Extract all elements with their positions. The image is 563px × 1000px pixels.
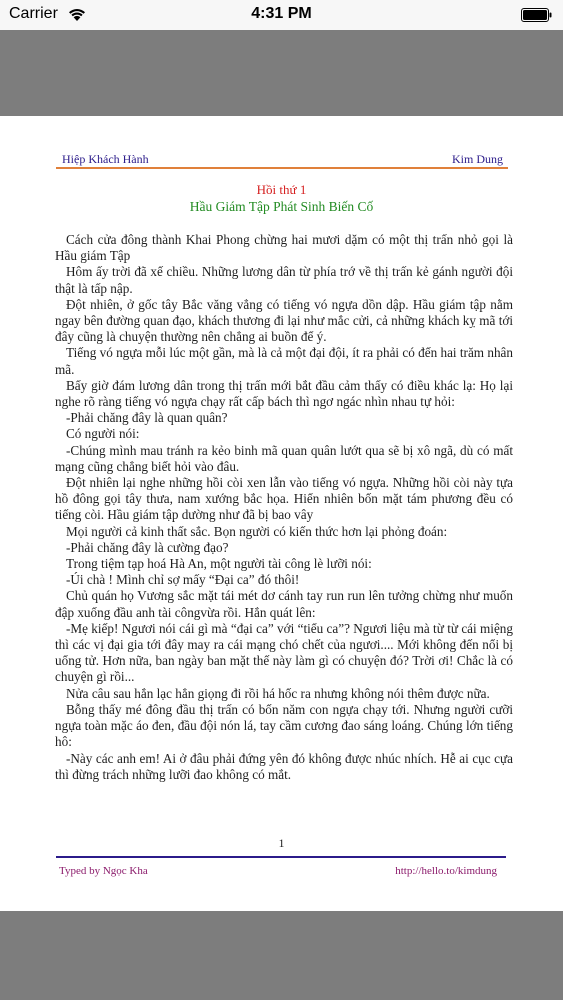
website-url: http://hello.to/kimdung: [395, 865, 497, 877]
paragraph: Nửa câu sau hắn lạc hẳn giọng đi rồi há hốc ra nhưng không nói thêm được nữa.: [66, 685, 490, 701]
paragraph: Trong tiệm tạp hoá Hà An, một người tài công lè lưỡi nói:: [66, 556, 372, 572]
paragraph: Có người nói:: [66, 426, 140, 442]
book-title: Hiệp Khách Hành: [62, 152, 149, 166]
typist-credit: Typed by Ngọc Kha: [59, 865, 148, 877]
paragraph: Tiếng vó ngựa mỗi lúc một gần, mà là cả một đại đội, ít ra phải có đến hai trăm nhân mã.: [55, 345, 513, 377]
chapter-title: Hầu Giám Tập Phát Sinh Biến Cố: [189, 199, 374, 214]
paragraph: -Phải chăng đây là quan quân?: [66, 410, 228, 426]
top-toolbar-area[interactable]: [0, 30, 563, 116]
paragraph: -Này các anh em! Ai ở đâu phải đứng yên đó không được nhúc nhích. Hễ ai cục cựa thì đừng trách những lưỡi đao không có mắt.: [55, 750, 513, 782]
carrier-label: Carrier: [9, 5, 58, 22]
paragraph: Bỗng thấy mé đông đầu thị trấn có bốn năm con ngựa chạy tới. Nhưng người cưỡi ngựa toàn mặc áo đen, đầu đội nón lá, tay cầm cương đao sáng loáng. Chúng lớn tiếng hô:: [55, 701, 513, 750]
document-page[interactable]: [0, 116, 563, 911]
paragraph: -Phải chăng đây là cường đạo?: [66, 539, 229, 555]
paragraph: Đột nhiên, ở gốc tây Bắc văng vẳng có tiếng vó ngựa dồn dập. Hầu giám tập nằm ngay bên đường quan đạo, khách thương đi lại như mắc cửi, cả những khách kỵ mã tới đây cũng là chuyện thường nên chẳng ai buồn để ý.: [55, 296, 513, 345]
paragraph: Đột nhiên lại nghe những hồi còi xen lẫn vào tiếng vó ngựa. Những hồi còi này tựa hồ đông gọi tây thưa, nam xướng bắc họa. Hiển nhiên bốn mặt tám phương đều có tiếng còi. Hầu giám tập dường như đã bị bao vây: [55, 475, 513, 523]
chapter-number: Hồi thứ 1: [256, 182, 307, 197]
header-divider: [56, 167, 508, 169]
author-name: Kim Dung: [452, 152, 503, 166]
status-time: 4:31 PM: [251, 5, 312, 22]
paragraph: -Úi chà ! Mình chỉ sợ mấy “Đại ca” đó thôi!: [66, 572, 300, 588]
footer-divider: [56, 856, 506, 858]
battery-icon: [521, 8, 553, 22]
paragraph: Mọi người cả kinh thất sắc. Bọn người có kiến thức hơn lại phỏng đoán:: [66, 523, 448, 539]
bottom-toolbar-area[interactable]: [0, 911, 563, 1000]
paragraph: Hôm ấy trời đã xế chiều. Những lương dân từ phía trớ về thị trấn kẻ gánh người đội thật là tấp nập.: [55, 264, 513, 296]
page-number: 1: [278, 836, 285, 850]
paragraph: Chủ quán họ Vương sắc mặt tái mét dơ cánh tay run run lên tưởng chừng như muốn đập xuống đầu anh tài côngvừa rồi. Hắn quát lên:: [55, 588, 513, 620]
paragraph: Bấy giờ đám lương dân trong thị trấn mới bắt đầu cảm thấy có điều khác lạ: Họ lại nghe rõ ràng tiếng vó ngựa chạy rất cấp bách thì ngơ ngác nhìn nhau tự hỏi:: [55, 377, 513, 410]
paragraph: -Mẹ kiếp! Ngươi nói cái gì mà “đại ca” với “tiểu ca”? Ngươi liệu mà từ từ cái miệng thì các vị đại gia tới đây may ra cái mạng chó chết của ngươi.... Mới không đến nổi bị uổng tử. Hơn nữa, ban ngày ban mặt thế này làm gì có chuyện đó? Trời ơi! Chắc là có chuyện gì rồi...: [55, 620, 513, 685]
paragraph: -Chúng mình mau tránh ra kẻo binh mã quan quân lướt qua sẽ bị xô ngã, dù có mất mạng cũng chẳng biết hỏi vào đâu.: [55, 442, 513, 474]
body-text: [55, 232, 513, 783]
paragraph: Cách cửa đông thành Khai Phong chừng hai mươi dặm có một thị trấn nhỏ gọi là Hầu giám Tập: [55, 232, 513, 264]
status-bar: [0, 0, 563, 30]
